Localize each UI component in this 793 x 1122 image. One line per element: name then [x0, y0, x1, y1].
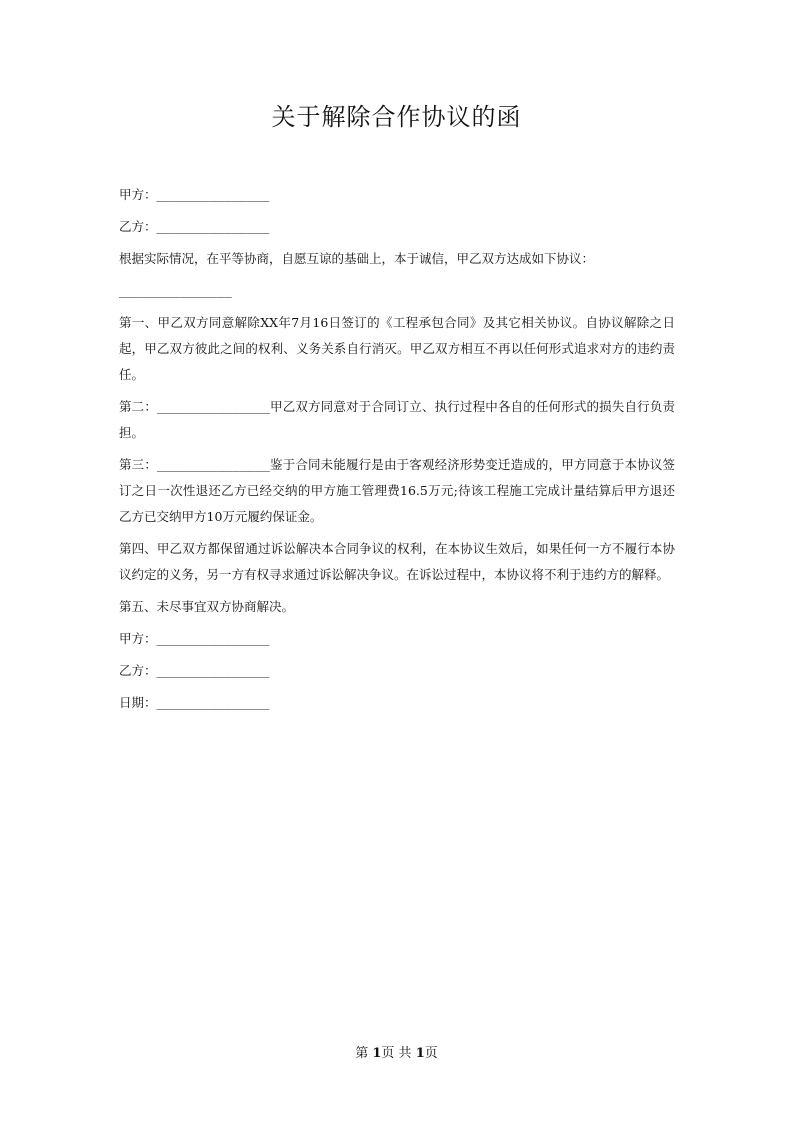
signature-party-a-blank: _______________ [156, 631, 270, 646]
document-body [119, 182, 675, 722]
party-a-line [119, 182, 675, 208]
date-line [119, 690, 675, 716]
party-b-blank: _______________ [156, 219, 270, 234]
clause-2-text: 甲乙双方同意对于合同订立、执行过程中各自的任何形式的损失自行负责担。 [119, 399, 675, 440]
party-b-label: 乙方： [119, 219, 157, 234]
clause-2-blank: _______________ [156, 399, 270, 414]
date-label: 日期： [119, 695, 157, 710]
clause-3 [119, 452, 675, 530]
date-blank: _______________ [156, 695, 270, 710]
document-title: 关于解除合作协议的函 [271, 103, 522, 131]
current-page-number: 1 [372, 1046, 382, 1061]
signature-party-a-line [119, 626, 675, 652]
clause-2 [119, 394, 675, 446]
signature-party-a-label: 甲方： [119, 631, 157, 646]
page-prefix: 第 [355, 1046, 369, 1061]
page-footer [0, 1042, 793, 1061]
page-suffix: 页 [424, 1046, 438, 1061]
clause-3-text: 鉴于合同未能履行是由于客观经济形势变迁造成的，甲方同意于本协议签订之日一次性退还乙方已经交纳的甲方施工管理费16.5万元;待该工程施工完成计量结算后甲方退还乙方已交纳甲方10万元履约保证金。 [119, 457, 675, 524]
page-mid: 页 共 [381, 1046, 412, 1061]
clause-3-label: 第三： [119, 457, 157, 472]
party-a-blank: _______________ [156, 187, 270, 202]
total-page-number: 1 [415, 1046, 425, 1061]
party-a-label: 甲方： [119, 187, 157, 202]
clause-4: 第四、甲乙双方都保留通过诉讼解决本合同争议的权利，在本协议生效后，如果任何一方不履行本协议约定的义务，另一方有权寻求通过诉讼解决争议。在诉讼过程中，本协议将不利于违约方的解释。 [119, 541, 675, 582]
clause-5: 第五、未尽事宜双方协商解决。 [119, 599, 295, 614]
signature-party-b-line [119, 658, 675, 684]
signature-party-b-blank: _______________ [156, 663, 270, 678]
clause-2-label: 第二： [119, 399, 157, 414]
intro-blank: _______________ [119, 283, 232, 298]
intro-paragraph: 根据实际情况，在平等协商，自愿互谅的基础上，本于诚信，甲乙双方达成如下协议： [119, 251, 595, 266]
intro-blank-line [119, 278, 675, 298]
signature-party-b-label: 乙方： [119, 663, 157, 678]
clause-3-blank: _______________ [156, 457, 270, 472]
clause-1: 第一、甲乙双方同意解除XX年7月16日签订的《工程承包合同》及其它相关协议。自协议解除之日起，甲乙双方彼此之间的权利、义务关系自行消灭。甲乙双方相互不再以任何形式追求对方的违约责任。 [119, 315, 675, 382]
party-b-line [119, 214, 675, 240]
